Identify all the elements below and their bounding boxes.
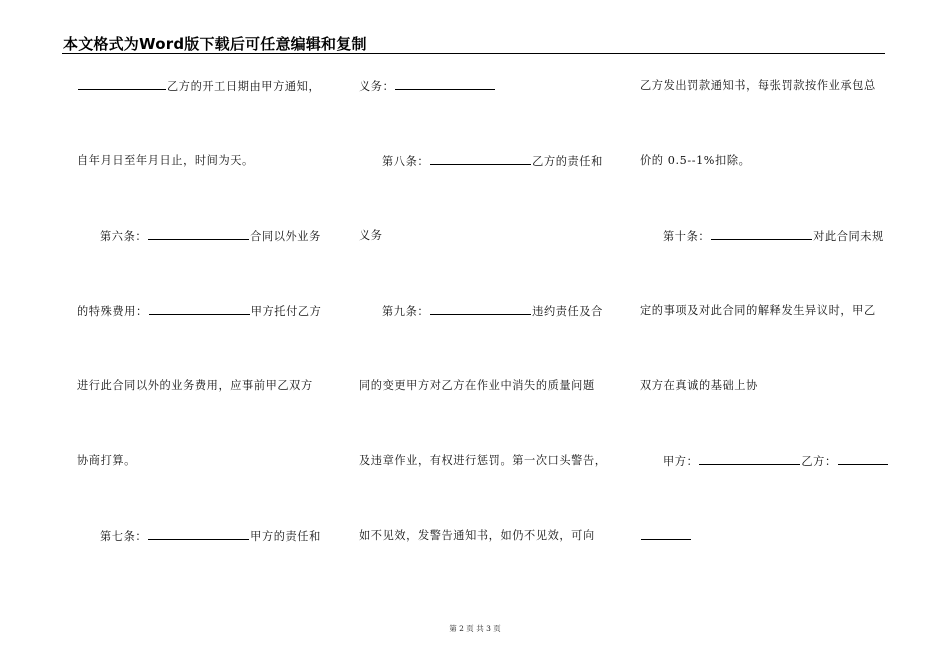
line-text: 乙方的责任和 xyxy=(532,155,603,168)
line-text: 合同以外业务 xyxy=(250,230,321,243)
fill-in-blank xyxy=(148,529,249,540)
article-7-line xyxy=(77,529,321,544)
line-text: 甲方的责任和 xyxy=(250,530,321,543)
page-number: 第 2 页 共 3 页 xyxy=(449,624,501,633)
paragraph-line: 双方在真诚的基础上协 xyxy=(640,379,758,392)
header-divider xyxy=(62,53,885,54)
fill-in-blank xyxy=(711,229,812,240)
paragraph-line: 定的事项及对此合同的解释发生异议时，甲乙 xyxy=(640,304,876,317)
line-text: 甲方托付乙方 xyxy=(250,305,322,318)
article-6-line xyxy=(77,229,321,244)
paragraph-line xyxy=(359,79,496,94)
document-header-title: 本文格式为Word版下载后可任意编辑和复制 xyxy=(63,35,367,53)
article-label: 第六条： xyxy=(100,230,148,243)
fill-in-blank xyxy=(641,529,691,540)
paragraph-line: 如不见效，发警告通知书，如仍不见效，可向 xyxy=(359,529,595,542)
fill-in-blank xyxy=(149,304,250,315)
party-b-signature-blank xyxy=(838,454,888,465)
paragraph-line xyxy=(77,79,320,94)
fill-in-blank xyxy=(395,79,495,90)
line-text: 的特殊费用： xyxy=(77,305,148,318)
article-8-line xyxy=(359,154,603,169)
line-text: 乙方的开工日期由甲方通知， xyxy=(167,80,321,93)
article-label: 第七条： xyxy=(100,530,148,543)
paragraph-line: 价的 0.5--1%扣除。 xyxy=(640,154,751,167)
fill-in-blank xyxy=(430,154,531,165)
fill-in-blank xyxy=(430,304,531,315)
fill-in-blank xyxy=(78,79,166,90)
article-label: 第九条： xyxy=(382,305,430,318)
line-text: 对此合同未规 xyxy=(813,230,884,243)
paragraph-line: 义务 xyxy=(359,229,383,242)
paragraph-line: 协商打算。 xyxy=(77,454,136,467)
paragraph-line: 及违章作业，有权进行惩罚。第一次口头警告， xyxy=(359,454,607,467)
paragraph-line: 同的变更甲方对乙方在作业中消失的质量问题 xyxy=(359,379,595,392)
line-text: 义务： xyxy=(359,80,395,93)
paragraph-line: 进行此合同以外的业务费用，应事前甲乙双方 xyxy=(77,379,313,392)
paragraph-line xyxy=(77,304,321,319)
paragraph-line: 自年月日至年月日止，时间为天。 xyxy=(77,154,254,167)
article-label: 第十条： xyxy=(663,230,711,243)
party-b-label: 乙方： xyxy=(801,455,837,468)
fill-in-blank xyxy=(148,229,249,240)
article-label: 第八条： xyxy=(382,155,430,168)
article-10-line xyxy=(640,229,884,244)
article-9-line xyxy=(359,304,603,319)
party-a-label: 甲方： xyxy=(663,455,699,468)
signature-line xyxy=(640,454,889,469)
paragraph-line: 乙方发出罚款通知书，每张罚款按作业承包总 xyxy=(640,79,876,92)
paragraph-line xyxy=(640,529,692,544)
line-text: 违约责任及合 xyxy=(532,305,603,318)
party-a-signature-blank xyxy=(699,454,800,465)
